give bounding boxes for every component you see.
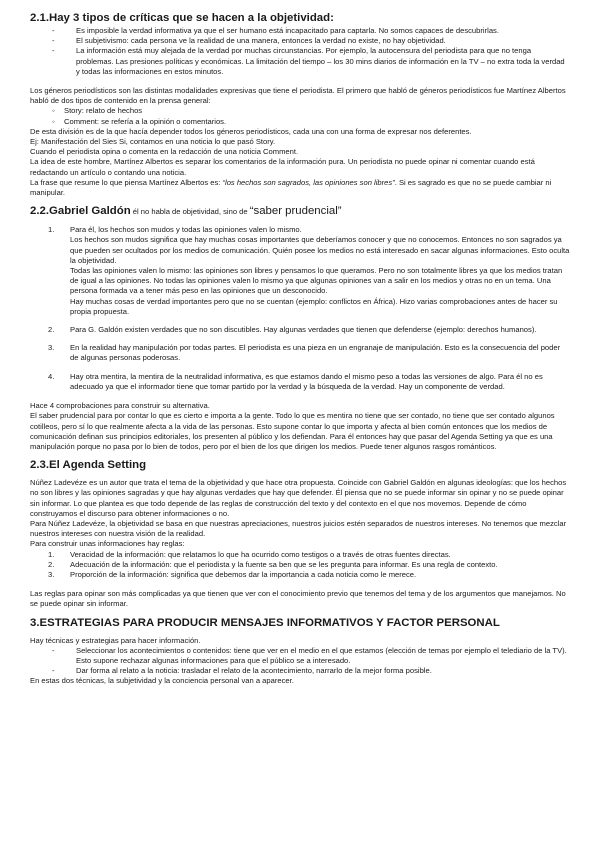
paragraph: El saber prudencial para por contar lo que es cierto e importa a la gente. Todo lo que es mentira no tiene que ser contado, no tiene que ser contado algunos cotilleos, pero sí lo que realmente afecta a la vida de las personas. Esto supone contar lo que importa y afecta al bien común entonces que los medios de comunicación definan sus principios editoriales, los presenten al público y los defiendan. Para él entonces hay que pasar del Agenda Setting ya que es una manipulación porque no pasa por lo bien de todos, pero por el bien de los que dirigen los medios. Puede tener algunos rasgos románticos. — [30, 411, 555, 451]
quote-paragraph — [30, 178, 570, 198]
section-2-1-heading: 2.1.Hay 3 tipos de críticas que se hacen a la objetividad: — [30, 12, 334, 24]
list-item: - Seleccionar los acontecimientos o contenidos: tiene que ver en el medio en el que estamos (elección de temas por ejemplo el telediario de la TV). Esto supone rechazar algunas informaciones para que el público se a interesado. — [52, 646, 570, 666]
section-2-2-heading — [30, 203, 570, 220]
item-number: 2. — [48, 325, 55, 335]
item-number: 2. — [48, 559, 55, 569]
list-item — [48, 372, 570, 392]
list-item: - Dar forma al relato a la noticia: trasladar el relato de la acontecimiento, narrarlo de la mejor forma posible. — [52, 666, 570, 676]
paragraph: En la realidad hay manipulación por todas partes. El periodista es una pieza en un engranaje de manipulación. Esto es la consecuencia del poder de algunas personas poderosas. — [70, 343, 561, 363]
paragraph: Veracidad de la información: que relatamos lo que ha ocurrido como testigos o a través de otras fuentes directas. — [70, 549, 451, 559]
list-item: - Es imposible la verdad informativa ya que el ser humano está incapacitado para captarla. No somos capaces de descubrirlas. — [52, 26, 570, 36]
quote-intro: La frase que resume lo que piensa Martínez Albertos es: — [30, 177, 223, 187]
list-item: - El subjetivismo: cada persona ve la realidad de una manera, entonces la verdad no existe, no hay objetividad. — [52, 36, 570, 46]
paragraph: Para construir unas informaciones hay reglas: — [30, 539, 185, 549]
criticism-list — [30, 26, 570, 77]
item-number: 3. — [48, 569, 55, 579]
section-2-2-title: 2.2.Gabriel Galdón — [30, 205, 131, 218]
section-3-heading: 3.ESTRATEGIAS PARA PRODUCIR MENSAJES INFORMATIVOS Y FACTOR PERSONAL — [30, 616, 500, 629]
section-2-2-subtitle: él no habla de objetividad, sino de — [130, 207, 250, 217]
content-types-list — [30, 106, 570, 126]
paragraph: Cuando el periodista opina o comenta en la redacción de una noticia Comment. — [30, 147, 299, 157]
list-item: ◦ Comment: se refería a la opinión o comentarios. — [52, 117, 570, 127]
list-item — [48, 225, 570, 317]
paragraph: Los hechos son mudos significa que hay muchas cosas importantes que deberíamos conocer y que no conocemos. Entonces no son sagrados ya que pueden ser ocultados por los medios de comunicación. Quién posee los medios no está interesado en sacar algunas informaciones. Esto oculta la objetividad. — [70, 235, 570, 265]
paragraph: Para él, los hechos son mudos y todas las opiniones valen lo mismo. — [70, 225, 302, 235]
paragraph: Los géneros periodísticos son las distintas modalidades expresivas que tiene el periodista. El primero que habló de géneros periodísticos fue Martínez Albertos habló de dos tipos de contenido en la prensa general: — [30, 86, 566, 106]
list-item — [48, 570, 570, 580]
list-item — [48, 343, 570, 363]
paragraph: Para Núñez Ladevéze, la objetividad se basa en que nuestras apreciaciones, nuestros juicios estén separados de nuestros intereses. No tenemos que mezclar nuestros intereses con nuestra visión de la realidad. — [30, 518, 567, 539]
item-number: 4. — [48, 371, 55, 381]
quote-text: “los hechos son sagrados, las opiniones son libres” — [222, 177, 395, 187]
item-number: 3. — [48, 343, 55, 353]
item-number: 1. — [48, 225, 55, 235]
paragraph: Todas las opiniones valen lo mismo: las opiniones son libres y pensamos lo que queramos. Pero no son totalmente libres ya que los medios tratan de igual a las opiniones. No todas las opiniones valen lo mismo ya que algunas opiniones van a salir en los medios y otras no en un tema. Una persona formada va a tener más peso en las opiniones que un desconocido. — [70, 266, 563, 296]
galdon-points-list — [30, 225, 570, 392]
list-item — [48, 550, 570, 560]
item-number: 1. — [48, 549, 55, 559]
paragraph: Proporción de la información: significa que debemos dar la importancia a cada noticia como le merece. — [70, 569, 417, 579]
section-2-3-heading: 2.3.El Agenda Setting — [30, 459, 147, 472]
quote-outro: . Si es sagrado es que no se puede cambiar ni manipular. — [30, 177, 552, 198]
section-2-2-quote: “saber prudencial” — [249, 205, 342, 218]
paragraph: La idea de este hombre, Martínez Albertos es separar los comentarios de la información pura. Un periodista no puede opinar ni comentar cuando está redactando un artículo o contando una noticia. — [30, 157, 535, 177]
list-item: ◦ Story: relato de hechos — [52, 106, 570, 116]
paragraph: Para G. Galdón existen verdades que no son discutibles. Hay algunas verdades que tienen que defenderse (ejemplo: derechos humanos). — [70, 325, 537, 335]
strategies-list — [30, 646, 570, 677]
paragraph: Núñez Ladevéze es un autor que trata el tema de la objetividad y que hace otra propuesta. Coincide con Gabriel Galdón en algunas ideologías: que los hechos no son libres y las opiniones sagradas y que hay algunas verdades que hay que defender. Él piensa que no se puede informar sin opinar y no se puede opinar sin informar. Lo que plantea es que todo depende de las reglas de construcción del texto y del contexto en el que nos movemos. Depende de cómo construyamos el discurso para obtener informaciones o no. — [30, 478, 567, 518]
paragraph: Las reglas para opinar son más complicadas ya que tienen que ver con el conocimiento previo que tenemos del tema y de los argumentos que manejamos. No se puede opinar sin informar. — [30, 589, 566, 609]
paragraph: Hay otra mentira, la mentira de la neutralidad informativa, es que estamos dando el mismo peso a todas las versiones de algo. Para él no es adecuado ya que el informador tiene que tomar partido por la verdad y la búsqueda de la verdad. Hay un componente de verdad. — [70, 371, 543, 391]
rules-list — [30, 550, 570, 581]
paragraph: Hay técnicas y estrategias para hacer información. — [30, 635, 201, 645]
paragraph: Ej: Manifestación del Sies Si, contamos en una noticia lo que pasó Story. — [30, 137, 276, 147]
paragraph: Adecuación de la información: que el periodista y la fuente sa ben que se les pregunta para informar. Es una regla de contexto. — [70, 559, 498, 569]
list-item — [48, 560, 570, 570]
list-item — [48, 325, 570, 335]
paragraph: Hace 4 comprobaciones para construir su alternativa. — [30, 401, 210, 411]
paragraph: De esta división es de la que hacía depender todos los géneros periodísticos, cada una con una forma de expresar nos deferentes. — [30, 126, 472, 136]
paragraph: Hay muchas cosas de verdad importantes pero que no se cuentan (ejemplo: conflictos en África). Hizo varias comprobaciones antes de hacer su propia propuesta. — [70, 296, 558, 316]
list-item: - La información está muy alejada de la verdad por muchas circunstancias. Por ejemplo, la autocensura del periodista para que no tenga problemas. Las presiones políticas y económicas. La limitación del tiempo – los 30 mins diarios de información en la TV – no extra toda la verdad y todas las informaciones en estos minutos. — [52, 46, 570, 77]
paragraph: En estas dos técnicas, la subjetividad y la conciencia personal van a aparecer. — [30, 676, 294, 686]
